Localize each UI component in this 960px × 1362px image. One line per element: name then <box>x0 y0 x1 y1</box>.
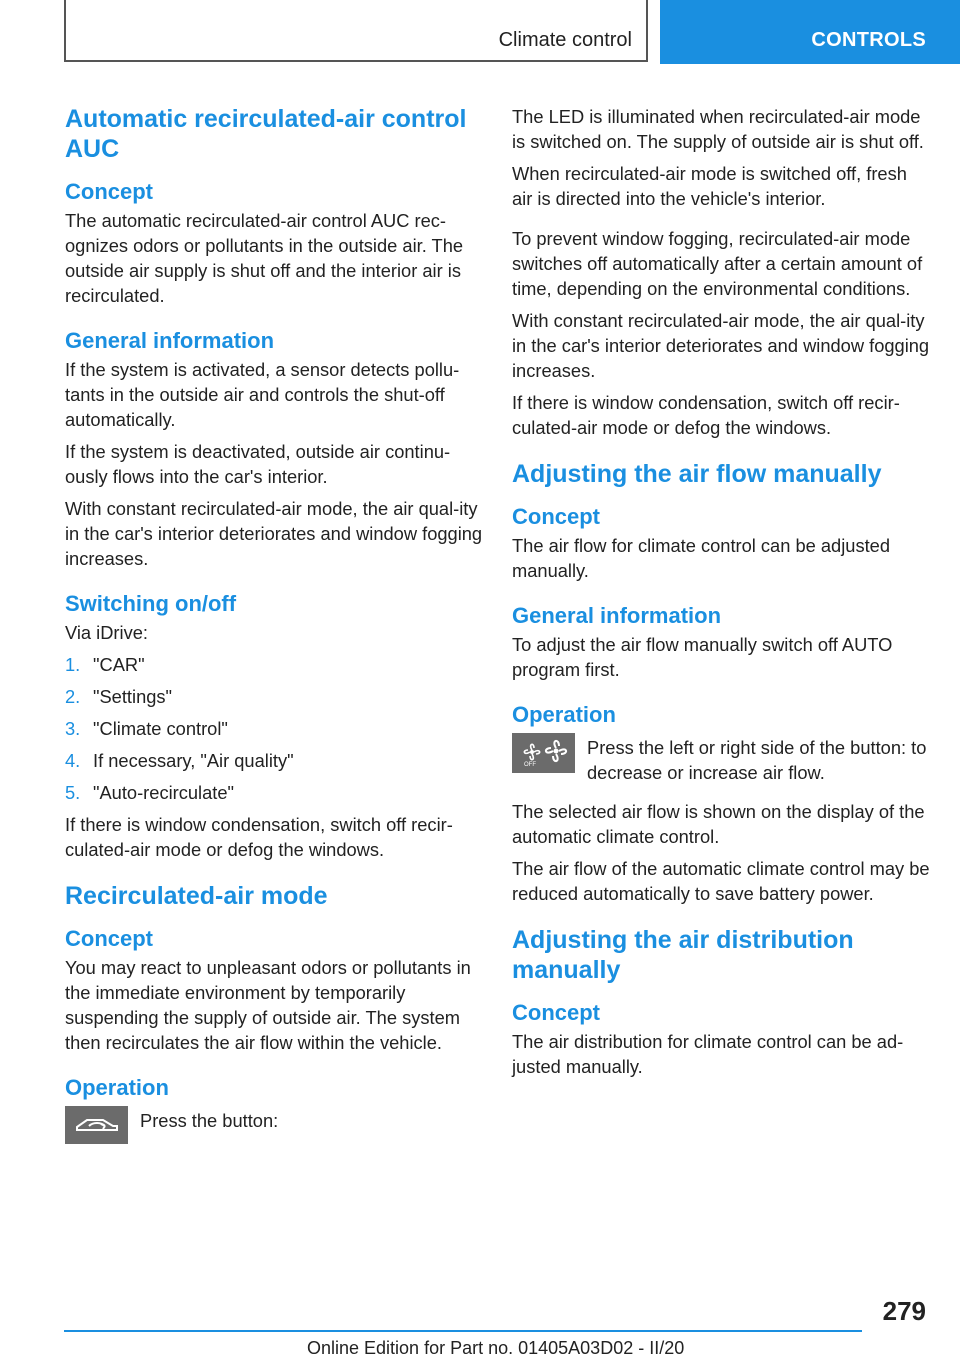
distribution-concept-text: The air distribution for climate control can be ad‐justed manually. <box>512 1031 904 1077</box>
footer-edition: Online Edition for Part no. 01405A03D02 - II/20 <box>307 1338 685 1358</box>
step-text: "CAR" <box>93 654 145 675</box>
step-text: "Settings" <box>93 686 173 707</box>
auc-concept-text: The automatic recirculated-air control AUC rec‐ognizes odors or pollutants in the outside air. The outside air supply is shut off and the interior air is recirculated. <box>65 210 464 306</box>
airflow-operation-text: Press the left or right side of the button: to decrease or increase air flow. <box>587 737 927 783</box>
step-text: "Climate control" <box>93 718 228 739</box>
airflow-title: Adjusting the air flow manually <box>512 460 882 488</box>
recirc-operation-text: Press the button: <box>140 1110 279 1131</box>
recirculation-icon <box>65 1106 128 1144</box>
list-item <box>65 748 483 773</box>
step-number: 5. <box>65 782 81 803</box>
list-item <box>65 780 483 805</box>
led-p1: The LED is illuminated when recirculated-air mode is switched on. The supply of outside air is shut off. <box>512 106 924 152</box>
switch-note: If there is window condensation, switch off recir‐culated-air mode or defog the windows. <box>65 814 453 860</box>
airflow-operation-heading: Operation <box>512 702 616 727</box>
switch-heading: Switching on/off <box>65 591 237 616</box>
idrive-steps <box>65 652 483 805</box>
left-column <box>65 104 483 1144</box>
header-chapter-title: CONTROLS <box>811 29 926 51</box>
step-number: 2. <box>65 686 81 707</box>
step-number: 3. <box>65 718 81 739</box>
distribution-title: Adjusting the air distribution manually <box>512 926 854 984</box>
footer-divider <box>64 1330 862 1332</box>
fog-p1: To prevent window fogging, recirculated-air mode switches off automatically after a certain amount of time, depending on the environmental conditions. <box>512 228 923 299</box>
airflow-general-text: To adjust the air flow manually switch off AUTO program first. <box>512 634 893 680</box>
list-item <box>65 652 483 677</box>
auc-general-p3: With constant recirculated-air mode, the air qual‐ity in the car's interior deteriorates and window fogging increases. <box>65 498 483 569</box>
recirc-operation-heading: Operation <box>65 1075 169 1100</box>
right-column <box>512 104 930 1086</box>
airflow-concept-heading: Concept <box>512 504 600 529</box>
step-text: If necessary, "Air quality" <box>93 750 294 771</box>
airflow-concept-text: The air flow for climate control can be adjusted manually. <box>512 535 890 581</box>
recirc-concept-heading: Concept <box>65 926 153 951</box>
auc-general-p2: If the system is deactivated, outside air continu‐ously flows into the car's interior. <box>65 441 451 487</box>
auc-title: Automatic recirculated-air control AUC <box>65 105 467 163</box>
fog-p3: If there is window condensation, switch off recir‐culated-air mode or defog the windows. <box>512 392 900 438</box>
list-item <box>65 716 483 741</box>
led-p2: When recirculated-air mode is switched off, fresh air is directed into the vehicle's interior. <box>512 163 907 209</box>
svg-text:OFF: OFF <box>523 762 536 768</box>
header-section-title: Climate control <box>498 29 632 51</box>
step-number: 4. <box>65 750 81 771</box>
header-chapter-tab <box>660 0 960 64</box>
airflow-operation-row <box>512 735 930 785</box>
airflow-p2: The air flow of the automatic climate control may be reduced automatically to save battery power. <box>512 858 930 904</box>
switch-intro: Via iDrive: <box>65 622 148 643</box>
recirc-operation-row <box>65 1108 483 1144</box>
distribution-concept-heading: Concept <box>512 1000 600 1025</box>
fog-p2: With constant recirculated-air mode, the air qual‐ity in the car's interior deteriorates and window fogging increases. <box>512 310 930 381</box>
page-number: 279 <box>882 1296 926 1326</box>
step-text: "Auto-recirculate" <box>93 782 235 803</box>
recirc-title: Recirculated-air mode <box>65 882 328 910</box>
auc-concept-heading: Concept <box>65 179 153 204</box>
recirc-concept-text: You may react to unpleasant odors or pollutants in the immediate environment by temporarily suspending the supply of outside air. The system then recirculates the air flow within the vehicle. <box>65 957 471 1053</box>
airflow-general-heading: General information <box>512 603 722 628</box>
airflow-p1: The selected air flow is shown on the display of the automatic climate control. <box>512 801 925 847</box>
auc-general-heading: General information <box>65 328 275 353</box>
list-item <box>65 684 483 709</box>
header-section-box <box>64 0 648 62</box>
step-number: 1. <box>65 654 81 675</box>
fan-speed-icon <box>512 733 575 773</box>
auc-general-p1: If the system is activated, a sensor detects pollu‐tants in the outside air and controls the shut-off automatically. <box>65 359 460 430</box>
